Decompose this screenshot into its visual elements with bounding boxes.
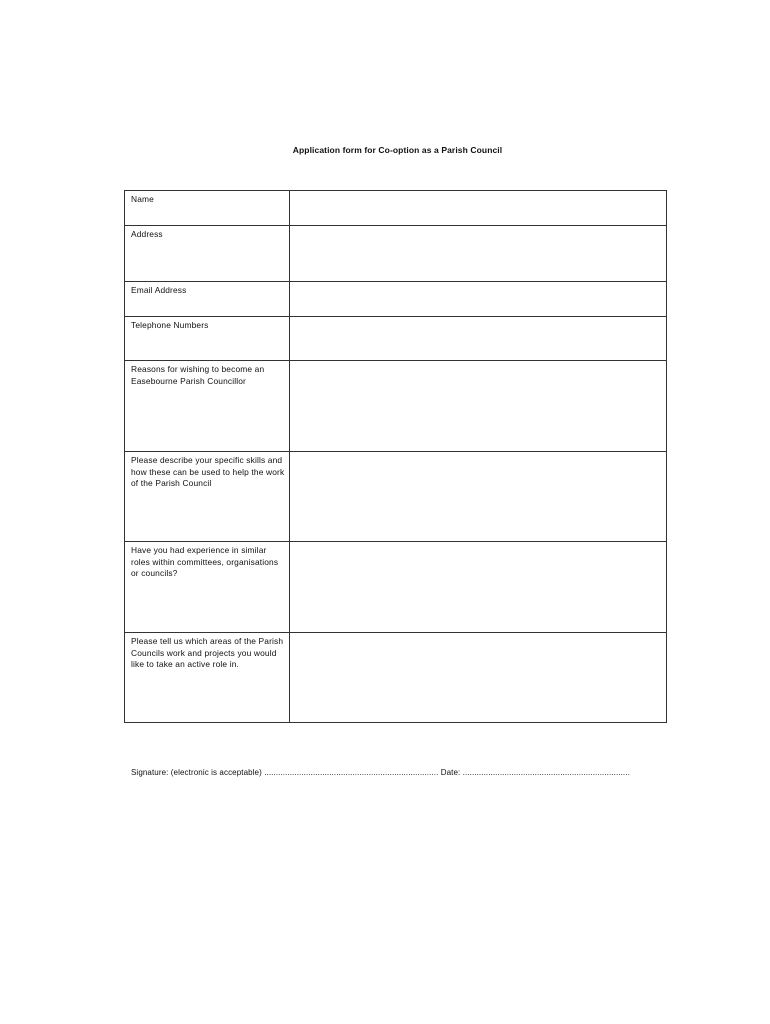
skills-label-cell <box>125 452 290 542</box>
form-row-skills <box>125 452 667 542</box>
name-field[interactable] <box>290 191 667 226</box>
reasons-field[interactable] <box>290 361 667 452</box>
name-label-cell <box>125 191 290 226</box>
experience-field[interactable] <box>290 542 667 633</box>
address-label-cell <box>125 226 290 282</box>
telephone-label: Telephone Numbers <box>131 320 209 330</box>
form-row-address <box>125 226 667 282</box>
form-row-name <box>125 191 667 226</box>
form-row-reasons <box>125 361 667 452</box>
skills-field[interactable] <box>290 452 667 542</box>
signature-date-line[interactable]: Signature: (electronic is acceptable) ........................................................................... Date: ........................................................................ <box>131 768 630 777</box>
experience-label-cell <box>125 542 290 633</box>
application-form-table <box>124 190 667 723</box>
document-title: Application form for Co-option as a Parish Council <box>292 145 503 155</box>
areas-label-cell <box>125 633 290 723</box>
form-row-telephone <box>125 317 667 361</box>
reasons-label: Reasons for wishing to become an Easebourne Parish Councillor <box>131 364 265 386</box>
email-field[interactable] <box>290 282 667 317</box>
areas-field[interactable] <box>290 633 667 723</box>
address-field[interactable] <box>290 226 667 282</box>
experience-label: Have you had experience in similar roles within committees, organisations or councils? <box>131 545 279 578</box>
form-row-areas <box>125 633 667 723</box>
address-label: Address <box>131 229 163 239</box>
skills-label: Please describe your specific skills and how these can be used to help the work of the Parish Council <box>131 455 285 488</box>
email-label-cell <box>125 282 290 317</box>
reasons-label-cell <box>125 361 290 452</box>
form-row-email <box>125 282 667 317</box>
areas-label: Please tell us which areas of the Parish Councils work and projects you would like to take an active role in. <box>131 636 284 669</box>
telephone-field[interactable] <box>290 317 667 361</box>
email-label: Email Address <box>131 285 187 295</box>
form-row-experience <box>125 542 667 633</box>
telephone-label-cell <box>125 317 290 361</box>
name-label: Name <box>131 194 154 204</box>
